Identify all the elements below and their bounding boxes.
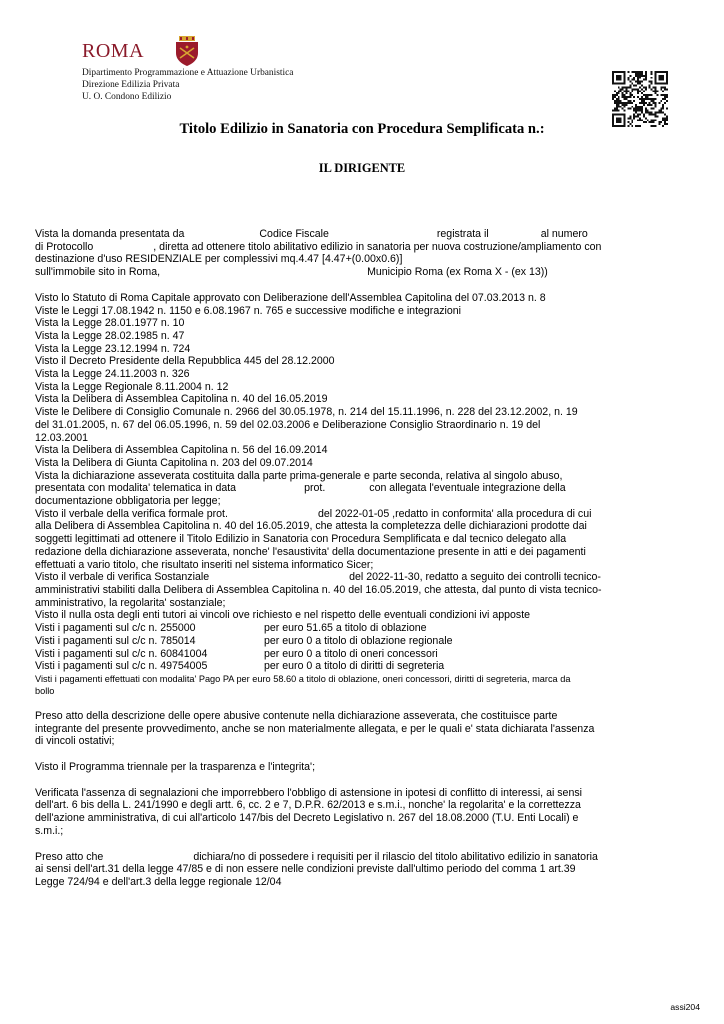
qr-code-icon: [612, 71, 668, 127]
roma-crest-icon: [174, 36, 200, 66]
payment-row: Visti i pagamenti sul c/c n. 49754005 per euro 0 a titolo di diritti di segreteria: [35, 660, 445, 673]
preso-atto-descrizione-line-2: integrante del presente provvedimento, anche se non materialmente allegata, e per le quali e' stata dichiarata l'assenza: [35, 722, 595, 735]
visto-item: Viste le Leggi 17.08.1942 n. 1150 e 6.08.1967 n. 765 e successive modifiche e integrazioni: [35, 304, 462, 317]
visto-item: Vista la Legge 23.12.1994 n. 724: [35, 342, 191, 355]
verbale-formale-line-4: redazione della dichiarazione asseverata, nonche' l'esaustivita' della documentazione presente in atti e dei pagamenti: [35, 545, 586, 558]
pagopa-line-2: bollo: [35, 685, 55, 696]
visto-item: Vista la Delibera di Assemblea Capitolina n. 56 del 16.09.2014: [35, 444, 328, 457]
footer-code: assi204: [670, 1002, 700, 1012]
visto-item: Vista la Delibera di Assemblea Capitolina n. 40 del 16.05.2019: [35, 393, 328, 406]
dichiarazione-line-1: Vista la dichiarazione asseverata costituita dalla parte prima-generale e parte seconda, relativa al singolo abuso,: [35, 469, 563, 482]
intro-line-1: Vista la domanda presentata da Codice Fiscale registrata il al numero: [35, 228, 588, 240]
verbale-formale-line-5: effettuati a vario titolo, che risultato inseriti nel sistema informatico Sicer;: [35, 558, 374, 571]
visto-item: Vista la Delibera di Giunta Capitolina n. 203 del 09.07.2014: [35, 456, 313, 469]
verificata-line-2: dell'art. 6 bis della L. 241/1990 e degli artt. 6, cc. 2 e 7, D.P.R. 62/2013 e s.m.i., nonche' la regolarita' e la correttezza: [35, 799, 581, 812]
visto-item: Visto il Decreto Presidente della Repubblica 445 del 28.12.2000: [35, 355, 335, 368]
preso-atto-descrizione-line-1: Preso atto della descrizione delle opere abusive contenute nella dichiarazione asseverata, che costituisce parte: [35, 709, 558, 722]
roma-logo: [82, 36, 200, 66]
dichiarazione-line-3: documentazione obbligatoria per legge;: [35, 495, 221, 508]
payment-row: Visti i pagamenti sul c/c n. 255000 per euro 51.65 a titolo di oblazione: [35, 622, 427, 635]
delibere-line-1: Viste le Delibere di Consiglio Comunale n. 2966 del 30.05.1978, n. 214 del 15.11.1996, n. 228 del 23.12.2002, n. 19: [35, 406, 578, 419]
document-body: [35, 228, 691, 889]
verbale-sostanziale-line-3: amministrativo, la regolarita' sostanziale;: [35, 596, 226, 609]
verbale-formale-line-1: Visto il verbale della verifica formale prot. del 2022-01-05 ,redatto in conformita' alla procedura di cui: [35, 507, 592, 520]
delibere-line-3: 12.03.2001: [35, 431, 89, 444]
logo-text: ROMA: [82, 39, 145, 62]
visto-item: Vista la Legge 28.01.1977 n. 10: [35, 317, 185, 330]
verbale-sostanziale-line-2: amministrativi stabiliti dalla Delibera di Assemblea Capitolina n. 40 del 16.05.2019, che attesta, dal punto di vista tecnico-: [35, 583, 602, 596]
visto-item: Vista la Legge Regionale 8.11.2004 n. 12: [35, 380, 229, 393]
visto-item: Vista la Legge 24.11.2003 n. 326: [35, 368, 190, 381]
programma-line: Visto il Programma triennale per la trasparenza e l'integrita';: [35, 761, 316, 774]
payment-row: Visti i pagamenti sul c/c n. 60841004 per euro 0 a titolo di oneri concessori: [35, 647, 438, 660]
verbale-sostanziale-line-1: Visto il verbale di verifica Sostanziale del 2022-11-30, redatto a seguito dei controlli tecnico-: [35, 571, 601, 584]
dichiarazione-line-2: presentata con modalita' telematica in data prot. con allegata l'eventuale integrazione della: [35, 482, 566, 495]
unit-name: U. O. Condono Edilizio: [82, 92, 172, 102]
department-name: Dipartimento Programmazione e Attuazione Urbanistica: [82, 68, 294, 78]
delibere-line-2: del 31.01.2005, n. 67 del 06.05.1996, n. 59 del 02.03.2006 e Deliberazione Consiglio Straordinario n. 19 del: [35, 418, 541, 431]
verbale-formale-line-2: alla Delibera di Assemblea Capitolina n. 40 del 16.05.2019, che attesta la completezza delle dichiarazioni prodotte dai: [35, 520, 587, 533]
visto-item: Visto lo Statuto di Roma Capitale approvato con Deliberazione dell'Assemblea Capitolina del 07.03.2013 n. 8: [35, 291, 546, 304]
nulla-osta-line: Visto il nulla osta degli enti tutori ai vincoli ove richiesto e nel rispetto delle eventuali condizioni ivi apposte: [35, 609, 531, 622]
visto-item: Vista la Legge 28.02.1985 n. 47: [35, 329, 185, 342]
direction-name: Direzione Edilizia Privata: [82, 80, 180, 90]
verificata-line-3: dell'azione amministrativa, di cui all'articolo 147/bis del Decreto Legislativo n. 267 del 18.08.2000 (T.U. Enti Locali) e: [35, 812, 579, 825]
intro-line-2: di Protocollo , diretta ad ottenere titolo abilitativo edilizio in sanatoria per nuova costruzione/ampliamento con: [35, 240, 602, 253]
pagopa-line-1: Visti i pagamenti effettuati con modalita' Pago PA per euro 58.60 a titolo di oblazione, oneri concessori, diritti di segreteria, marca da: [35, 673, 571, 684]
payment-row: Visti i pagamenti sul c/c n. 785014 per euro 0 a titolo di oblazione regionale: [35, 634, 453, 647]
intro-line-3: destinazione d'uso RESIDENZIALE per complessivi mq.4.47 [4.47+(0.00x0.6)]: [35, 253, 403, 266]
preso-atto-requisiti-line-3: Legge 724/94 e dell'art.3 della legge regionale 12/04: [35, 875, 282, 888]
document-title: Titolo Edilizio in Sanatoria con Procedura Semplificata n.:: [179, 121, 545, 137]
preso-atto-descrizione-line-3: di vincoli ostativi;: [35, 735, 115, 748]
document-subtitle: IL DIRIGENTE: [318, 161, 406, 175]
department-block: [82, 67, 293, 103]
preso-atto-requisiti-line-1: Preso atto che dichiara/no di possedere i requisiti per il rilascio del titolo abilitativo edilizio in sanatoria: [35, 850, 598, 863]
verificata-line-1: Verificata l'assenza di segnalazioni che imporrebbero l'obbligo di astensione in ipotesi di conflitto di interessi, ai sensi: [35, 786, 582, 799]
verificata-line-4: s.m.i.;: [35, 824, 64, 837]
verbale-formale-line-3: soggetti legittimati ad ottenere il Titolo Edilizio in Sanatoria con Procedura Semplificata e dal tecnico delegato alla: [35, 533, 567, 546]
preso-atto-requisiti-line-2: ai sensi dell'art.31 della legge 47/85 e di non essere nelle condizioni previste dall'ultimo periodo del comma 1 art.39: [35, 863, 576, 876]
intro-line-4: sull'immobile sito in Roma, Municipio Roma (ex Roma X - (ex 13)): [35, 266, 548, 279]
